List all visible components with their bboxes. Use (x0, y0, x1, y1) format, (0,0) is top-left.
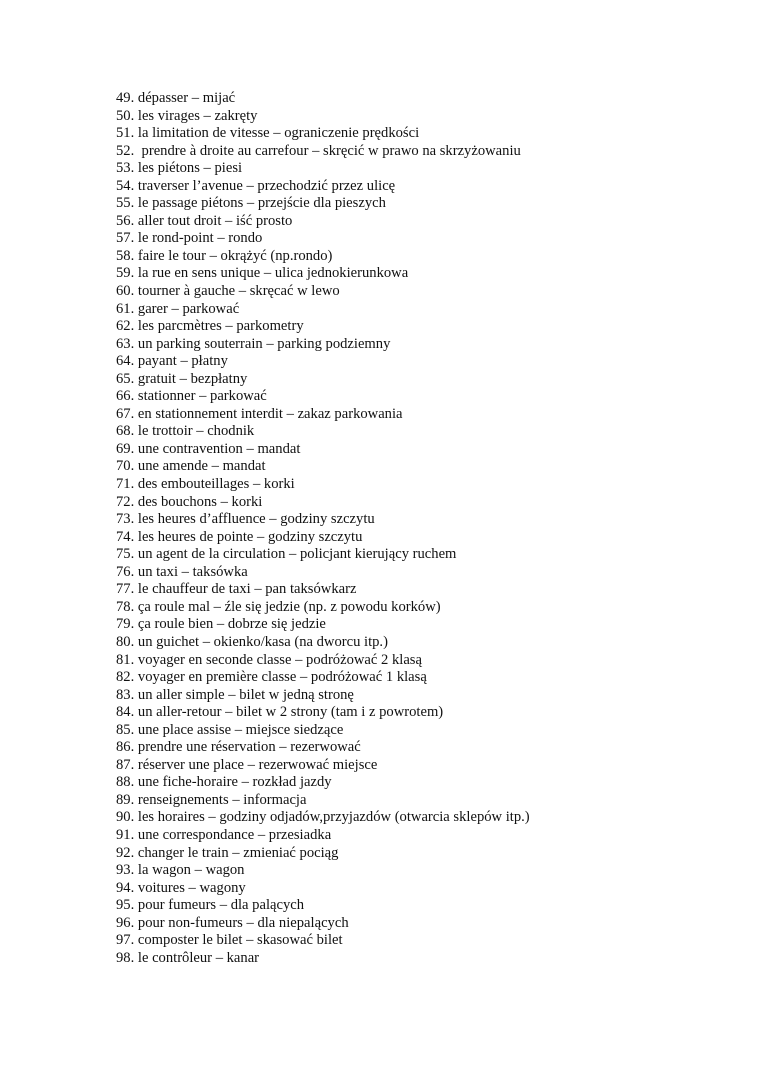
vocab-entry: 69. une contravention – mandat (116, 440, 301, 457)
vocab-entry: 60. tourner à gauche – skręcać w lewo (116, 283, 340, 300)
vocab-entry: 97. composter le bilet – skasować bilet (116, 932, 343, 949)
vocab-entry: 82. voyager en première classe – podróżować 1 klasą (116, 669, 427, 686)
vocab-entry: 96. pour non-fumeurs – dla niepalących (116, 914, 349, 931)
vocab-entry: 72. des bouchons – korki (116, 493, 263, 510)
vocab-entry: 85. une place assise – miejsce siedzące (116, 721, 344, 738)
vocab-entry: 63. un parking souterrain – parking podziemny (116, 335, 391, 352)
vocab-entry: 66. stationner – parkować (116, 388, 267, 405)
vocab-entry: 86. prendre une réservation – rezerwować (116, 739, 361, 756)
vocab-entry: 51. la limitation de vitesse – ograniczenie prędkości (116, 125, 420, 142)
vocab-entry: 78. ça roule mal – źle się jedzie (np. z powodu korków) (116, 598, 441, 615)
vocab-entry: 92. changer le train – zmieniać pociąg (116, 844, 339, 861)
vocab-entry: 61. garer – parkować (116, 300, 240, 317)
vocab-entry: 84. un aller-retour – bilet w 2 strony (tam i z powrotem) (116, 704, 444, 721)
vocab-entry: 76. un taxi – taksówka (116, 563, 248, 580)
vocab-entry: 77. le chauffeur de taxi – pan taksówkarz (116, 581, 357, 598)
vocab-entry: 80. un guichet – okienko/kasa (na dworcu itp.) (116, 633, 388, 650)
vocab-entry: 68. le trottoir – chodnik (116, 423, 255, 440)
vocab-entry: 55. le passage piétons – przejście dla pieszych (116, 195, 386, 212)
vocab-entry: 50. les virages – zakręty (116, 107, 258, 124)
vocab-entry: 57. le rond-point – rondo (116, 230, 263, 247)
vocab-entry: 79. ça roule bien – dobrze się jedzie (116, 616, 326, 633)
vocab-entry: 71. des embouteillages – korki (116, 476, 295, 493)
vocab-entry: 81. voyager en seconde classe – podróżować 2 klasą (116, 651, 422, 668)
vocab-entry: 98. le contrôleur – kanar (116, 949, 260, 966)
vocab-entry: 75. un agent de la circulation – policjant kierujący ruchem (116, 546, 457, 563)
vocab-entry: 52. prendre à droite au carrefour – skręcić w prawo na skrzyżowaniu (116, 142, 521, 159)
vocab-entry: 59. la rue en sens unique – ulica jednokierunkowa (116, 265, 409, 282)
vocab-entry: 91. une correspondance – przesiadka (116, 826, 332, 843)
vocab-entry: 62. les parcmètres – parkometry (116, 318, 304, 335)
vocab-entry: 73. les heures d’affluence – godziny szczytu (116, 511, 375, 528)
vocab-entry: 89. renseignements – informacja (116, 791, 307, 808)
vocab-entry: 53. les piétons – piesi (116, 160, 243, 177)
vocab-entry: 95. pour fumeurs – dla palących (116, 897, 305, 914)
vocab-entry: 74. les heures de pointe – godziny szczytu (116, 528, 363, 545)
vocabulary-list (116, 90, 530, 967)
vocab-entry: 67. en stationnement interdit – zakaz parkowania (116, 405, 403, 422)
vocab-entry: 83. un aller simple – bilet w jedną stronę (116, 686, 354, 703)
vocab-entry: 94. voitures – wagony (116, 879, 246, 896)
vocab-entry: 64. payant – płatny (116, 353, 228, 370)
vocab-entry: 93. la wagon – wagon (116, 862, 245, 879)
vocab-entry: 70. une amende – mandat (116, 458, 266, 475)
vocab-entry: 54. traverser l’avenue – przechodzić przez ulicę (116, 177, 396, 194)
vocab-entry: 87. réserver une place – rezerwować miejsce (116, 756, 378, 773)
vocab-entry: 56. aller tout droit – iść prosto (116, 212, 293, 229)
vocab-entry: 65. gratuit – bezpłatny (116, 370, 248, 387)
vocab-entry: 49. dépasser – mijać (116, 90, 236, 106)
vocab-entry: 90. les horaires – godziny odjadów,przyjazdów (otwarcia sklepów itp.) (116, 809, 530, 826)
vocab-entry: 58. faire le tour – okrążyć (np.rondo) (116, 247, 333, 264)
vocab-entry: 88. une fiche-horaire – rozkład jazdy (116, 774, 332, 791)
